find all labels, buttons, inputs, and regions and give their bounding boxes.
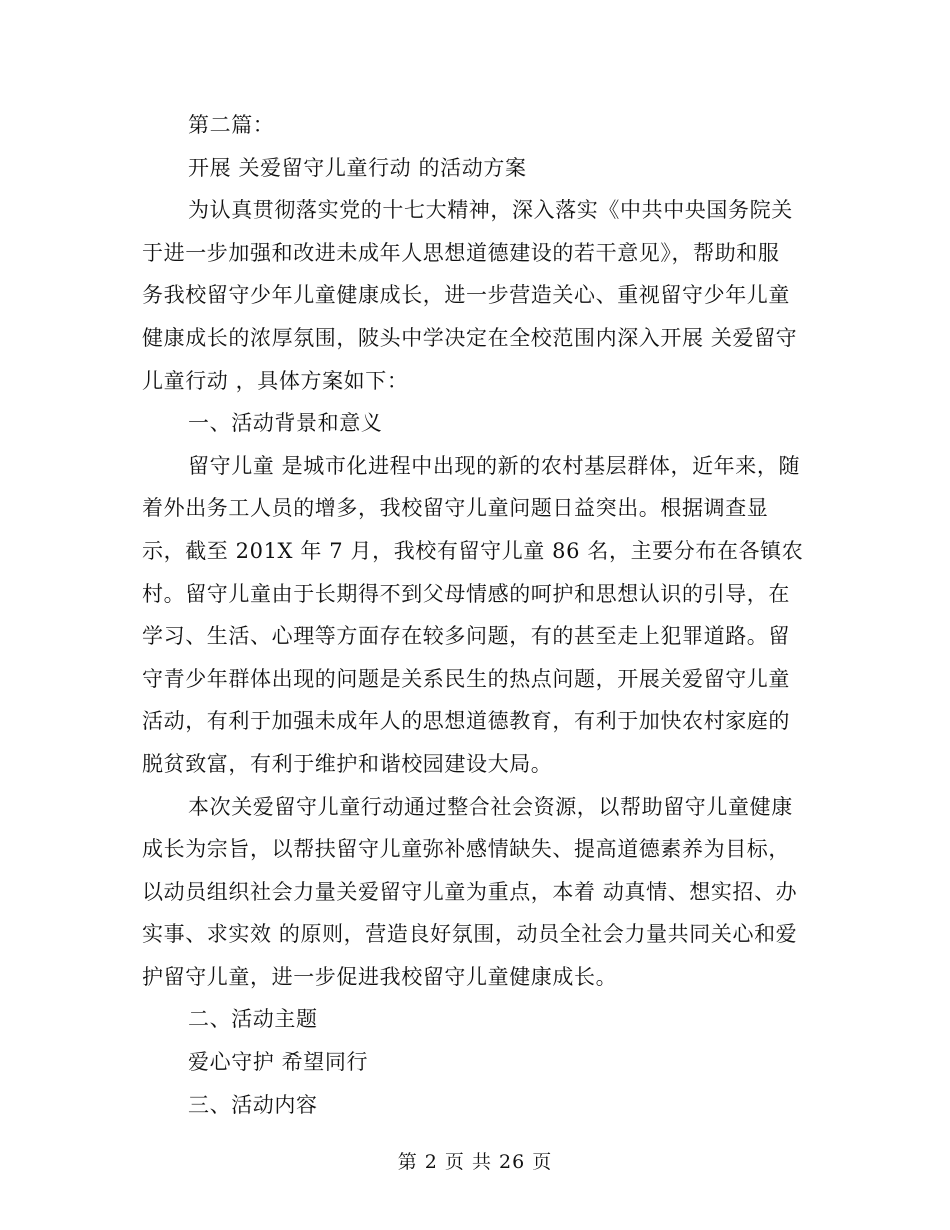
text-line: 儿童行动 ，具体方案如下： (142, 368, 409, 393)
text-line: 着外出务工人员的增多，我校留守儿童问题日益突出。根据调查显 (142, 496, 769, 521)
text-line: 学习、生活、心理等方面存在较多问题，有的甚至走上犯罪道路。留 (142, 624, 790, 649)
text-line: 健康成长的浓厚氛围，陂头中学决定在全校范围内深入开展 关爱留守 (142, 325, 798, 350)
text-line: 脱贫致富，有利于维护和谐校园建设大局。 (142, 751, 553, 776)
text-line: 守青少年群体出现的问题是关系民生的热点问题，开展关爱留守儿童 (142, 666, 790, 691)
text-line: 开展 关爱留守儿童行动 的活动方案 (188, 155, 527, 180)
document-body (142, 104, 810, 1126)
text-line: 本次关爱留守儿童行动通过整合社会资源，以帮助留守儿童健康 (188, 794, 793, 819)
text-line: 活动，有利于加强未成年人的思想道德教育，有利于加快农村家庭的 (142, 709, 790, 734)
text-line: 三、活动内容 (188, 1092, 318, 1117)
text-line: 成长为宗旨，以帮扶留守儿童弥补感情缺失、提高道德素养为目标， (142, 837, 790, 862)
text-line: 爱心守护 希望同行 (188, 1050, 369, 1075)
text-line: 二、活动主题 (188, 1007, 318, 1032)
text-line: 务我校留守少年儿童健康成长，进一步营造关心、重视留守少年儿童 (142, 283, 790, 308)
text-line: 实事、求实效 的原则，营造良好氛围，动员全社会力量共同关心和爱 (142, 922, 798, 947)
text-line: 村。留守儿童由于长期得不到父母情感的呵护和思想认识的引导，在 (142, 581, 790, 606)
text-line: 于进一步加强和改进未成年人思想道德建设的若干意见》，帮助和服 (142, 240, 780, 265)
text-line: 第二篇： (188, 113, 275, 137)
text-line: 护留守儿童，进一步促进我校留守儿童健康成长。 (142, 964, 618, 989)
text-line: 一、活动背景和意义 (188, 411, 383, 436)
text-line: 留守儿童 是城市化进程中出现的新的农村基层群体，近年来，随 (188, 453, 801, 478)
text-line: 示，截至 201X 年 7 月，我校有留守儿童 86 名，主要分布在各镇农 (142, 538, 804, 563)
text-line: 以动员组织社会力量关爱留守儿童为重点，本着 动真情、想实招、办 (142, 879, 798, 904)
text-line: 为认真贯彻落实党的十七大精神，深入落实《中共中央国务院关 (188, 198, 793, 223)
page-footer: 第 2 页 共 26 页 (397, 1151, 553, 1173)
